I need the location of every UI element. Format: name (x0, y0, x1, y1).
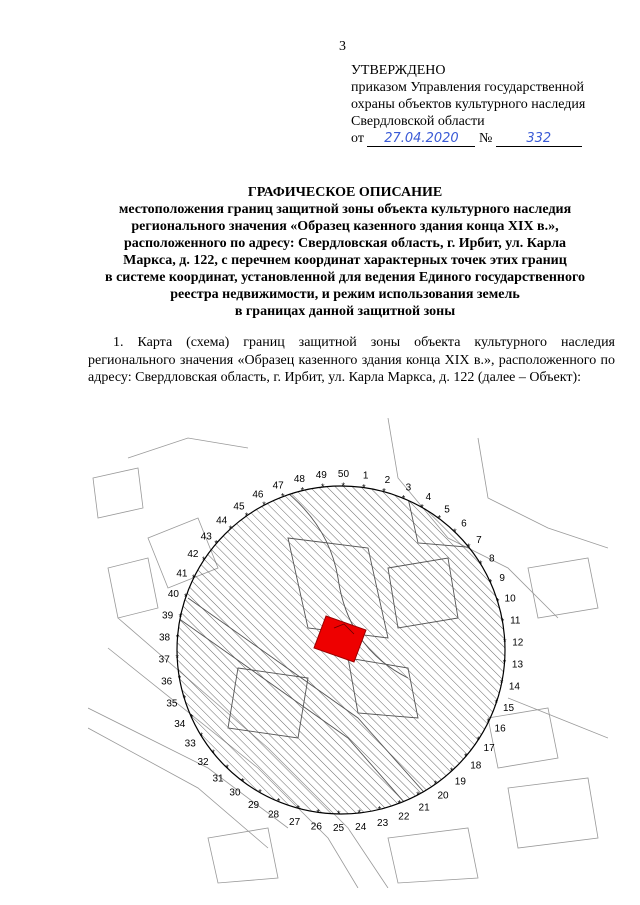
boundary-point-marker: * (449, 766, 454, 777)
document-title (60, 184, 630, 320)
boundary-point-label: 24 (355, 821, 367, 833)
boundary-point-marker: * (499, 677, 504, 688)
boundary-point-label: 12 (512, 637, 524, 649)
boundary-point-marker: * (191, 573, 196, 584)
boundary-point-label: 21 (418, 802, 430, 814)
boundary-point-label: 5 (444, 504, 450, 516)
boundary-point-label: 25 (332, 822, 345, 834)
boundary-point-marker: * (382, 486, 386, 497)
boundary-point-marker: * (258, 787, 262, 798)
paragraph-text: 1. Карта (схема) границ защитной зоны объекта культурного наследия регионального значения «Образец казенного здания конца XIX в.», расположенного по адресу: Свердловская область, г. Ирбит, ул. Карла Маркса, д. 122 (далее – Объект): (88, 335, 615, 385)
approval-date-row (351, 130, 585, 147)
approval-line-1: приказом Управления государственной (351, 80, 585, 95)
boundary-point-label: 46 (252, 489, 264, 501)
boundary-point-label: 13 (511, 659, 524, 671)
boundary-point-marker: * (464, 751, 468, 762)
boundary-point-marker: * (241, 776, 245, 787)
boundary-point-label: 37 (158, 654, 170, 666)
boundary-point-marker: * (494, 697, 499, 708)
boundary-point-label: 8 (488, 553, 495, 565)
boundary-point-label: 16 (494, 723, 506, 735)
boundary-point-label: 39 (162, 610, 174, 622)
boundary-point-label: 30 (229, 787, 241, 799)
boundary-point-label: 28 (267, 809, 280, 821)
boundary-point-marker: * (377, 804, 382, 815)
boundary-point-marker: * (225, 762, 229, 773)
title-line: Маркса, д. 122, с перечнем координат характерных точек этих границ (123, 253, 567, 268)
boundary-point-marker: * (211, 747, 215, 758)
boundary-point-marker: * (320, 482, 325, 493)
title-line: реестра недвижимости, и режим использования земель (170, 287, 520, 302)
boundary-point-label: 43 (200, 531, 212, 543)
boundary-point-marker: * (357, 807, 362, 818)
boundary-point-marker: * (502, 657, 507, 668)
boundary-point-marker: * (488, 577, 493, 588)
boundary-point-marker: * (453, 527, 457, 538)
boundary-point-label: 27 (289, 816, 301, 828)
boundary-point-label: 36 (161, 676, 173, 688)
boundary-point-marker: * (276, 796, 281, 807)
boundary-point-label: 4 (425, 492, 432, 504)
boundary-point-label: 40 (167, 588, 180, 600)
approval-line-3: Свердловской области (351, 114, 485, 129)
boundary-point-marker: * (178, 612, 183, 623)
boundary-point-label: 2 (384, 475, 391, 487)
boundary-point-label: 17 (483, 742, 495, 754)
boundary-point-marker: * (199, 730, 204, 741)
boundary-point-marker: * (336, 808, 341, 819)
boundary-point-label: 9 (499, 572, 505, 584)
boundary-point-label: 35 (166, 698, 178, 710)
boundary-point-label: 1 (362, 470, 369, 482)
boundary-point-label: 44 (216, 515, 228, 527)
boundary-point-marker: * (262, 500, 266, 511)
boundary-point-label: 10 (504, 593, 516, 605)
boundary-point-marker: * (341, 481, 346, 492)
boundary-point-marker: * (401, 493, 406, 504)
boundary-point-label: 49 (315, 470, 327, 482)
boundary-point-marker: * (175, 653, 179, 664)
boundary-point-label: 15 (502, 703, 515, 715)
boundary-point-label: 48 (293, 473, 305, 485)
approval-heading: УТВЕРЖДЕНО (351, 63, 446, 78)
boundary-point-marker: * (486, 716, 491, 727)
approval-number: 332 (496, 132, 582, 147)
boundary-point-marker: * (478, 559, 483, 570)
boundary-point-label: 47 (272, 480, 284, 492)
boundary-point-marker: * (214, 538, 218, 549)
section-1-paragraph (88, 334, 615, 387)
title-line: местоположения границ защитной зоны объекта культурного наследия (118, 202, 572, 217)
boundary-point-label: 14 (508, 681, 520, 693)
boundary-point-marker: * (316, 807, 320, 818)
title-line: в системе координат, установленной для ведения Единого государственного (105, 270, 585, 285)
boundary-point-label: 7 (476, 535, 482, 547)
approval-date: 27.04.2020 (367, 132, 475, 147)
boundary-point-label: 41 (176, 568, 188, 580)
zone-map (88, 418, 608, 888)
boundary-point-label: 11 (510, 615, 521, 627)
boundary-point-marker: * (202, 555, 206, 566)
boundary-point-marker: * (189, 712, 194, 723)
title-line: расположенного по адресу: Свердловская область, г. Ирбит, ул. Карла (123, 236, 567, 251)
boundary-point-marker: * (182, 693, 187, 704)
approval-line-2: охраны объектов культурного наследия (351, 97, 586, 112)
title-line: ГРАФИЧЕСКОЕ ОПИСАНИЕ (247, 185, 443, 200)
boundary-point-label: 6 (461, 518, 467, 530)
boundary-point-marker: * (228, 523, 233, 534)
boundary-point-marker: * (495, 596, 500, 607)
boundary-point-marker: * (437, 513, 441, 524)
boundary-point-marker: * (362, 482, 366, 493)
boundary-point-marker: * (420, 502, 424, 513)
title-line: в границах данной защитной зоны (234, 304, 456, 319)
boundary-point-marker: * (177, 673, 182, 684)
approval-block (351, 62, 585, 147)
boundary-point-label: 50 (337, 469, 350, 481)
boundary-point-label: 20 (437, 790, 449, 802)
boundary-point-label: 19 (454, 776, 466, 788)
boundary-point-marker: * (500, 616, 505, 627)
boundary-point-label: 22 (398, 811, 410, 823)
boundary-point-marker: * (476, 734, 480, 745)
boundary-point-label: 33 (184, 738, 196, 750)
boundary-point-label: 45 (233, 501, 245, 513)
boundary-point-label: 32 (197, 756, 209, 768)
title-line: регионального значения «Образец казенного здания конца XIX в.», (131, 219, 559, 234)
boundary-point-label: 23 (377, 818, 389, 830)
number-prefix: № (478, 131, 493, 146)
boundary-point-label: 3 (405, 482, 412, 494)
boundary-point-label: 18 (470, 760, 482, 772)
boundary-point-label: 38 (158, 632, 171, 644)
boundary-point-marker: * (296, 803, 300, 814)
date-prefix: от (351, 131, 364, 146)
boundary-point-label: 26 (310, 821, 322, 833)
boundary-point-label: 34 (174, 719, 186, 731)
boundary-point-marker: * (244, 510, 249, 521)
boundary-point-marker: * (397, 798, 401, 809)
boundary-point-marker: * (300, 485, 305, 496)
boundary-point-marker: * (433, 779, 438, 790)
boundary-point-marker: * (281, 491, 285, 502)
boundary-point-marker: * (467, 542, 471, 553)
boundary-point-marker: * (183, 592, 188, 603)
boundary-point-marker: * (416, 789, 420, 800)
boundary-point-marker: * (175, 632, 180, 643)
boundary-point-label: 42 (187, 549, 199, 561)
boundary-point-label: 29 (248, 799, 260, 811)
boundary-point-label: 31 (212, 773, 224, 785)
boundary-point-marker: * (503, 636, 507, 647)
page-number: 3 (339, 39, 346, 54)
